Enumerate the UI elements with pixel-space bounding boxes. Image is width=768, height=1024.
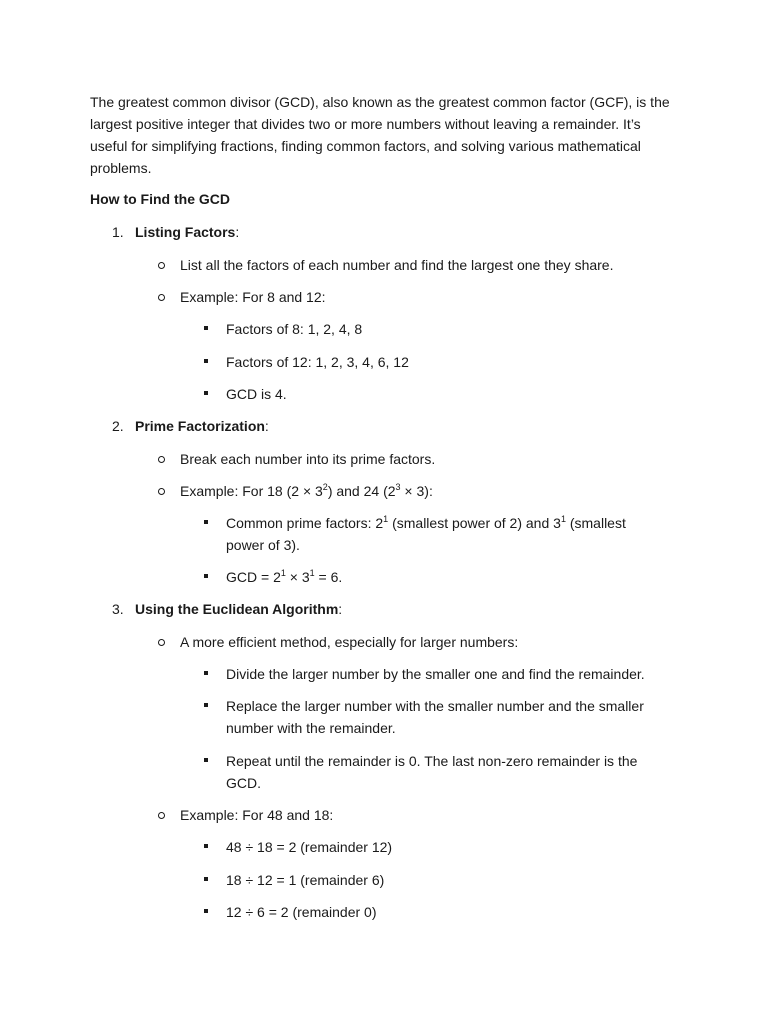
method-2-colon: : [264,418,269,434]
method-1-sub-2: Factors of 12: 1, 2, 3, 4, 6, 12 [226,354,409,370]
square-bullet-icon [204,574,208,578]
method-2-sub-2 [226,566,342,588]
method-2-sub-1 [226,512,666,556]
method-1-bullet-2: Example: For 8 and 12: [180,289,326,305]
method-3-bullet-1: A more efficient method, especially for larger numbers: [180,634,519,650]
text-part: Example: For 18 (2 × 3 [180,483,323,499]
method-2-bullet-1: Break each number into its prime factors. [180,451,436,467]
text-part: ) and 24 (2 [327,483,396,499]
superscript: 1 [560,514,566,524]
method-1-bullet-1: List all the factors of each number and find the largest one they share. [180,257,614,273]
text-part: = 6. [314,569,343,585]
text-part: × 3): [400,483,433,499]
hollow-bullet-icon [158,812,165,819]
text-part: (smallest power of 3). [226,515,626,553]
hollow-bullet-icon [158,262,165,269]
square-bullet-icon [204,520,208,524]
text-part: GCD = 2 [226,569,281,585]
method-2-title: Prime Factorization [135,418,265,434]
text-part: × 3 [285,569,310,585]
square-bullet-icon [204,703,208,707]
method-1-sub-1: Factors of 8: 1, 2, 4, 8 [226,321,363,337]
method-3-ex-3: 12 ÷ 6 = 2 (remainder 0) [226,904,377,920]
method-3-sub-3: Repeat until the remainder is 0. The last non-zero remainder is the GCD. [226,753,638,791]
superscript: 1 [309,568,315,578]
method-3-title-line [135,598,342,620]
method-3-ex-1: 48 ÷ 18 = 2 (remainder 12) [226,839,393,855]
method-1-sub-3: GCD is 4. [226,386,287,402]
square-bullet-icon [204,844,208,848]
method-2-title-line [135,415,269,437]
method-1-number: 1. [112,224,124,240]
intro-paragraph: The greatest common divisor (GCD), also known as the greatest common factor (GCF), is the largest positive integer that divides two or more numbers without leaving a remainder. It’s useful for simplifying fractions, finding common factors, and solving various mathematical problems. [90,94,670,176]
method-1-colon: : [235,224,240,240]
hollow-bullet-icon [158,294,165,301]
superscript: 2 [322,482,328,492]
square-bullet-icon [204,758,208,762]
method-1-title: Listing Factors [135,224,236,240]
method-3-colon: : [338,601,343,617]
text-part: (smallest power of 2) and 3 [388,515,561,531]
method-3-number: 3. [112,601,124,617]
method-1-title-line [135,221,239,243]
section-heading: How to Find the GCD [90,191,230,207]
method-3-sub-2: Replace the larger number with the smaller number and the smaller number with the remainder. [226,698,644,736]
superscript: 1 [280,568,286,578]
method-2-bullet-2 [180,480,433,502]
hollow-bullet-icon [158,488,165,495]
square-bullet-icon [204,909,208,913]
square-bullet-icon [204,326,208,330]
hollow-bullet-icon [158,456,165,463]
square-bullet-icon [204,391,208,395]
square-bullet-icon [204,671,208,675]
hollow-bullet-icon [158,639,165,646]
superscript: 3 [395,482,401,492]
superscript: 1 [383,514,389,524]
method-3-bullet-2: Example: For 48 and 18: [180,807,334,823]
square-bullet-icon [204,877,208,881]
square-bullet-icon [204,359,208,363]
method-3-ex-2: 18 ÷ 12 = 1 (remainder 6) [226,872,385,888]
method-2-number: 2. [112,418,124,434]
text-part: Common prime factors: 2 [226,515,384,531]
method-3-title: Using the Euclidean Algorithm [135,601,339,617]
method-3-sub-1: Divide the larger number by the smaller one and find the remainder. [226,666,645,682]
